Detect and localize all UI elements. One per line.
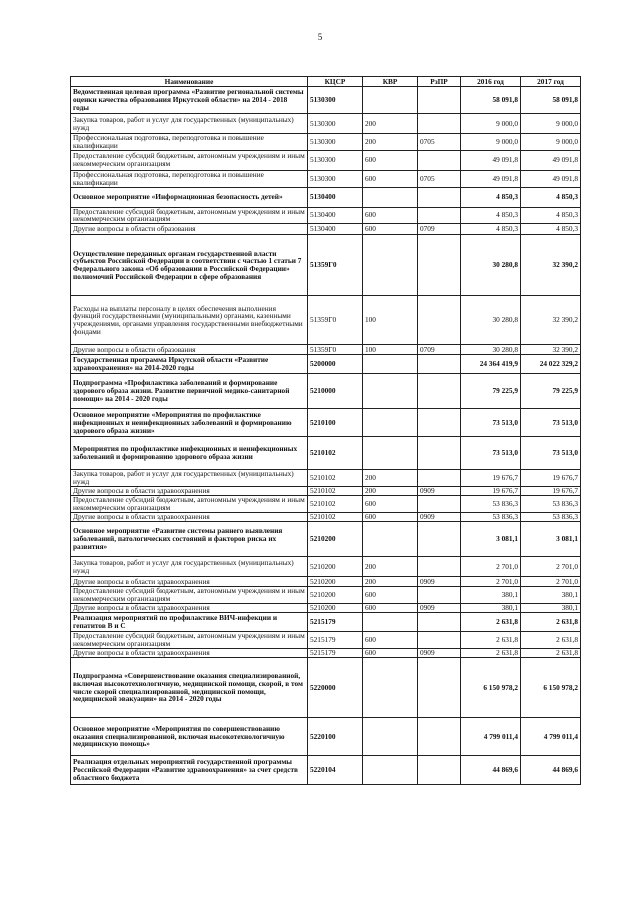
row-2016-cell: 30 280,8: [461, 345, 521, 355]
row-2016-cell: 73 513,0: [461, 409, 521, 437]
row-rzpr-cell: [418, 718, 461, 756]
row-rzpr-cell: [418, 587, 461, 604]
row-kvr-cell: 200: [363, 114, 418, 134]
row-rzpr-cell: [418, 437, 461, 470]
row-code-cell: 5210102: [308, 496, 363, 513]
row-2017-cell: 2 701,0: [521, 557, 581, 577]
row-code-cell: 5210200: [308, 587, 363, 604]
header-2017: 2017 год: [521, 77, 581, 87]
row-2016-cell: 380,1: [461, 604, 521, 613]
table-row: [71, 374, 581, 409]
budget-table: [70, 76, 581, 785]
row-2017-cell: 380,1: [521, 587, 581, 604]
row-rzpr-cell: 0705: [418, 170, 461, 187]
row-name-cell: Основное мероприятие «Развитие системы раннего выявления заболеваний, патологических состояний и факторов риска их развития»: [71, 522, 308, 557]
row-code-cell: 5215179: [308, 632, 363, 649]
row-2016-cell: 58 091,8: [461, 87, 521, 114]
row-kvr-cell: 100: [363, 296, 418, 345]
header-kvr: КВР: [363, 77, 418, 87]
row-rzpr-cell: 0909: [418, 487, 461, 496]
row-2016-cell: 73 513,0: [461, 437, 521, 470]
row-name-cell: Другие вопросы в области здравоохранения: [71, 577, 308, 587]
row-2016-cell: 30 280,8: [461, 296, 521, 345]
row-2017-cell: 2 701,0: [521, 577, 581, 587]
row-rzpr-cell: [418, 87, 461, 114]
page-number: 5: [317, 32, 323, 42]
row-name-cell: Мероприятия по профилактике инфекционных и неинфекционных заболеваний и формированию здорового образа жизни: [71, 437, 308, 470]
row-code-cell: 5200000: [308, 355, 363, 374]
row-rzpr-cell: [418, 613, 461, 632]
row-code-cell: 5130400: [308, 187, 363, 207]
row-2016-cell: 53 836,3: [461, 496, 521, 513]
table-row: [71, 587, 581, 604]
row-kvr-cell: [363, 437, 418, 470]
row-name-cell: Реализация отдельных мероприятий государственной программы Российской Федерации «Развитие здравоохранения» за счет средств областного бюджета: [71, 756, 308, 785]
table-row: [71, 756, 581, 785]
table-row: [71, 513, 581, 522]
row-kvr-cell: 600: [363, 496, 418, 513]
row-rzpr-cell: [418, 235, 461, 296]
row-kvr-cell: 200: [363, 577, 418, 587]
row-rzpr-cell: [418, 632, 461, 649]
row-kvr-cell: [363, 613, 418, 632]
table-row: [71, 557, 581, 577]
row-code-cell: 5130300: [308, 87, 363, 114]
row-kvr-cell: [363, 235, 418, 296]
row-kvr-cell: [363, 87, 418, 114]
row-2016-cell: 6 150 978,2: [461, 658, 521, 718]
row-kvr-cell: 200: [363, 557, 418, 577]
row-rzpr-cell: [418, 150, 461, 170]
row-2017-cell: 4 799 011,4: [521, 718, 581, 756]
table-row: [71, 522, 581, 557]
row-kvr-cell: [363, 374, 418, 409]
row-code-cell: 5130300: [308, 134, 363, 151]
row-2016-cell: 2 631,8: [461, 613, 521, 632]
row-code-cell: 5215179: [308, 649, 363, 658]
row-rzpr-cell: [418, 470, 461, 487]
row-2016-cell: 49 091,8: [461, 150, 521, 170]
table-row: [71, 87, 581, 114]
row-kvr-cell: 600: [363, 150, 418, 170]
row-rzpr-cell: [418, 296, 461, 345]
row-code-cell: 51359Г0: [308, 296, 363, 345]
row-kvr-cell: 200: [363, 134, 418, 151]
row-code-cell: 5215179: [308, 613, 363, 632]
row-name-cell: Основное мероприятие «Информационная безопасность детей»: [71, 187, 308, 207]
row-name-cell: Закупка товаров, работ и услуг для государственных (муниципальных) нужд: [71, 114, 308, 134]
table-header-row: [71, 77, 581, 87]
row-code-cell: 5130300: [308, 170, 363, 187]
header-2016: 2016 год: [461, 77, 521, 87]
row-rzpr-cell: [418, 207, 461, 224]
row-kvr-cell: [363, 522, 418, 557]
row-2017-cell: 2 631,8: [521, 649, 581, 658]
row-kvr-cell: 600: [363, 604, 418, 613]
row-code-cell: 5210102: [308, 487, 363, 496]
table-row: [71, 114, 581, 134]
row-rzpr-cell: [418, 756, 461, 785]
row-code-cell: 5210000: [308, 374, 363, 409]
row-2016-cell: 49 091,8: [461, 170, 521, 187]
table-row: [71, 613, 581, 632]
row-2017-cell: 4 850,3: [521, 207, 581, 224]
row-rzpr-cell: 0909: [418, 649, 461, 658]
row-name-cell: Основное мероприятие «Мероприятия по совершенствованию оказания специализированной, включая высокотехнологичную медицинскую помощь»: [71, 718, 308, 756]
table-body: [71, 87, 581, 785]
row-rzpr-cell: [418, 658, 461, 718]
row-kvr-cell: [363, 756, 418, 785]
row-2016-cell: 4 850,3: [461, 187, 521, 207]
row-name-cell: Другие вопросы в области здравоохранения: [71, 649, 308, 658]
row-2017-cell: 6 150 978,2: [521, 658, 581, 718]
row-rzpr-cell: 0909: [418, 513, 461, 522]
row-code-cell: 5220000: [308, 658, 363, 718]
row-name-cell: Предоставление субсидий бюджетным, автономным учреждениям и иным некоммерческим организациям: [71, 150, 308, 170]
row-kvr-cell: [363, 355, 418, 374]
row-2016-cell: 4 850,3: [461, 207, 521, 224]
row-rzpr-cell: [418, 522, 461, 557]
row-kvr-cell: 600: [363, 587, 418, 604]
row-name-cell: Подпрограмма «Профилактика заболеваний и формирование здорового образа жизни. Развитие первичной медико-санитарной помощи» на 2014 - 2020 годы: [71, 374, 308, 409]
row-code-cell: 5210102: [308, 437, 363, 470]
row-rzpr-cell: [418, 496, 461, 513]
header-name: Наименование: [71, 77, 308, 87]
row-kvr-cell: [363, 187, 418, 207]
table-row: [71, 470, 581, 487]
row-2016-cell: 2 701,0: [461, 557, 521, 577]
table-row: [71, 577, 581, 587]
table-row: [71, 437, 581, 470]
row-2016-cell: 2 631,8: [461, 649, 521, 658]
row-2017-cell: 9 000,0: [521, 134, 581, 151]
row-2017-cell: 49 091,8: [521, 150, 581, 170]
row-code-cell: 5210200: [308, 557, 363, 577]
row-2017-cell: 44 869,6: [521, 756, 581, 785]
row-code-cell: 5130300: [308, 114, 363, 134]
row-kvr-cell: 200: [363, 470, 418, 487]
row-2016-cell: 2 631,8: [461, 632, 521, 649]
table-row: [71, 296, 581, 345]
row-2016-cell: 2 701,0: [461, 577, 521, 587]
row-2016-cell: 9 000,0: [461, 134, 521, 151]
row-2016-cell: 24 364 419,9: [461, 355, 521, 374]
header-code: КЦСР: [308, 77, 363, 87]
header-rzpr: РзПР: [418, 77, 461, 87]
row-code-cell: 5220104: [308, 756, 363, 785]
row-2017-cell: 32 390,2: [521, 345, 581, 355]
table-row: [71, 658, 581, 718]
row-name-cell: Осуществление переданных органам государственной власти субъектов Российской Федерации в соответствии с частью 1 статьи 7 Федерального закона «Об образовании в Российской Федерации» полномочий Российской Федерации в сфере образования: [71, 235, 308, 296]
row-2017-cell: 19 676,7: [521, 487, 581, 496]
table-row: [71, 150, 581, 170]
table-row: [71, 355, 581, 374]
row-name-cell: Профессиональная подготовка, переподготовка и повышение квалификации: [71, 134, 308, 151]
table-row: [71, 170, 581, 187]
row-rzpr-cell: [418, 187, 461, 207]
row-code-cell: 51359Г0: [308, 345, 363, 355]
row-code-cell: 5220100: [308, 718, 363, 756]
table-row: [71, 718, 581, 756]
row-code-cell: 5130400: [308, 224, 363, 235]
row-2017-cell: 380,1: [521, 604, 581, 613]
row-kvr-cell: [363, 409, 418, 437]
row-2017-cell: 9 000,0: [521, 114, 581, 134]
row-name-cell: Другие вопросы в области здравоохранения: [71, 487, 308, 496]
row-code-cell: 51359Г0: [308, 235, 363, 296]
row-code-cell: 5210100: [308, 409, 363, 437]
row-code-cell: 5210102: [308, 470, 363, 487]
row-code-cell: 5130300: [308, 150, 363, 170]
row-2017-cell: 3 081,1: [521, 522, 581, 557]
row-rzpr-cell: [418, 409, 461, 437]
row-2017-cell: 32 390,2: [521, 296, 581, 345]
row-kvr-cell: 200: [363, 487, 418, 496]
row-name-cell: Ведомственная целевая программа «Развитие региональной системы оценки качества образования Иркутской области» на 2014 - 2018 годы: [71, 87, 308, 114]
row-kvr-cell: 600: [363, 649, 418, 658]
row-code-cell: 5210200: [308, 577, 363, 587]
row-name-cell: Расходы на выплаты персоналу в целях обеспечения выполнения функций государственными (муниципальными) органами, казенными учреждениями, органами управления государственными внебюджетными фондами: [71, 296, 308, 345]
row-name-cell: Закупка товаров, работ и услуг для государственных (муниципальных) нужд: [71, 470, 308, 487]
row-kvr-cell: 600: [363, 224, 418, 235]
row-2017-cell: 2 631,8: [521, 613, 581, 632]
table-row: [71, 224, 581, 235]
row-2017-cell: 4 850,3: [521, 187, 581, 207]
table-row: [71, 345, 581, 355]
row-name-cell: Другие вопросы в области образования: [71, 345, 308, 355]
row-name-cell: Государственная программа Иркутской области «Развитие здравоохранения» на 2014-2020 годы: [71, 355, 308, 374]
row-name-cell: Предоставление субсидий бюджетным, автономным учреждениям и иным некоммерческим организациям: [71, 207, 308, 224]
row-rzpr-cell: [418, 355, 461, 374]
row-2016-cell: 9 000,0: [461, 114, 521, 134]
row-2016-cell: 19 676,7: [461, 470, 521, 487]
row-rzpr-cell: 0909: [418, 604, 461, 613]
row-rzpr-cell: [418, 557, 461, 577]
row-2017-cell: 4 850,3: [521, 224, 581, 235]
row-kvr-cell: 600: [363, 513, 418, 522]
row-code-cell: 5130400: [308, 207, 363, 224]
row-2017-cell: 79 225,9: [521, 374, 581, 409]
row-2016-cell: 19 676,7: [461, 487, 521, 496]
row-kvr-cell: 100: [363, 345, 418, 355]
row-2017-cell: 32 390,2: [521, 235, 581, 296]
row-2016-cell: 44 869,6: [461, 756, 521, 785]
table-row: [71, 235, 581, 296]
row-name-cell: Предоставление субсидий бюджетным, автономным учреждениям и иным некоммерческим организациям: [71, 587, 308, 604]
row-rzpr-cell: [418, 114, 461, 134]
table-row: [71, 649, 581, 658]
row-name-cell: Профессиональная подготовка, переподготовка и повышение квалификации: [71, 170, 308, 187]
row-kvr-cell: 600: [363, 207, 418, 224]
table-row: [71, 409, 581, 437]
table-row: [71, 187, 581, 207]
row-2017-cell: 73 513,0: [521, 437, 581, 470]
row-2017-cell: 24 022 329,2: [521, 355, 581, 374]
row-code-cell: 5210200: [308, 522, 363, 557]
row-2016-cell: 79 225,9: [461, 374, 521, 409]
row-2017-cell: 53 836,3: [521, 513, 581, 522]
row-name-cell: Другие вопросы в области образования: [71, 224, 308, 235]
row-rzpr-cell: 0705: [418, 134, 461, 151]
row-2016-cell: 380,1: [461, 587, 521, 604]
table-row: [71, 207, 581, 224]
row-kvr-cell: [363, 658, 418, 718]
row-name-cell: Другие вопросы в области здравоохранения: [71, 604, 308, 613]
row-2017-cell: 58 091,8: [521, 87, 581, 114]
row-rzpr-cell: 0909: [418, 577, 461, 587]
row-name-cell: Подпрограмма «Совершенствование оказания специализированной, включая высокотехнологичную, медицинской помощи, скорой, в том числе скорой специализированной, медицинской помощи, медицинской эвакуации» на 2014 - 2020 годы: [71, 658, 308, 718]
row-2017-cell: 2 631,8: [521, 632, 581, 649]
row-2017-cell: 53 836,3: [521, 496, 581, 513]
row-2016-cell: 4 850,3: [461, 224, 521, 235]
row-name-cell: Реализация мероприятий по профилактике ВИЧ-инфекции и гепатитов В и С: [71, 613, 308, 632]
row-kvr-cell: 600: [363, 170, 418, 187]
row-2016-cell: 53 836,3: [461, 513, 521, 522]
row-kvr-cell: [363, 718, 418, 756]
row-2016-cell: 3 081,1: [461, 522, 521, 557]
table-row: [71, 134, 581, 151]
table-row: [71, 604, 581, 613]
row-name-cell: Основное мероприятие «Мероприятия по профилактике инфекционных и неинфекционных заболеваний и формированию здорового образа жизни»: [71, 409, 308, 437]
table-row: [71, 632, 581, 649]
row-2017-cell: 19 676,7: [521, 470, 581, 487]
row-rzpr-cell: 0709: [418, 224, 461, 235]
row-name-cell: Предоставление субсидий бюджетным, автономным учреждениям и иным некоммерческим организациям: [71, 632, 308, 649]
row-2017-cell: 73 513,0: [521, 409, 581, 437]
row-2016-cell: 4 799 011,4: [461, 718, 521, 756]
row-2016-cell: 30 280,8: [461, 235, 521, 296]
row-code-cell: 5210200: [308, 604, 363, 613]
table-row: [71, 496, 581, 513]
row-2017-cell: 49 091,8: [521, 170, 581, 187]
row-name-cell: Закупка товаров, работ и услуг для государственных (муниципальных) нужд: [71, 557, 308, 577]
row-kvr-cell: 600: [363, 632, 418, 649]
row-name-cell: Предоставление субсидий бюджетным, автономным учреждениям и иным некоммерческим организациям: [71, 496, 308, 513]
row-name-cell: Другие вопросы в области здравоохранения: [71, 513, 308, 522]
row-code-cell: 5210102: [308, 513, 363, 522]
row-rzpr-cell: 0709: [418, 345, 461, 355]
row-rzpr-cell: [418, 374, 461, 409]
